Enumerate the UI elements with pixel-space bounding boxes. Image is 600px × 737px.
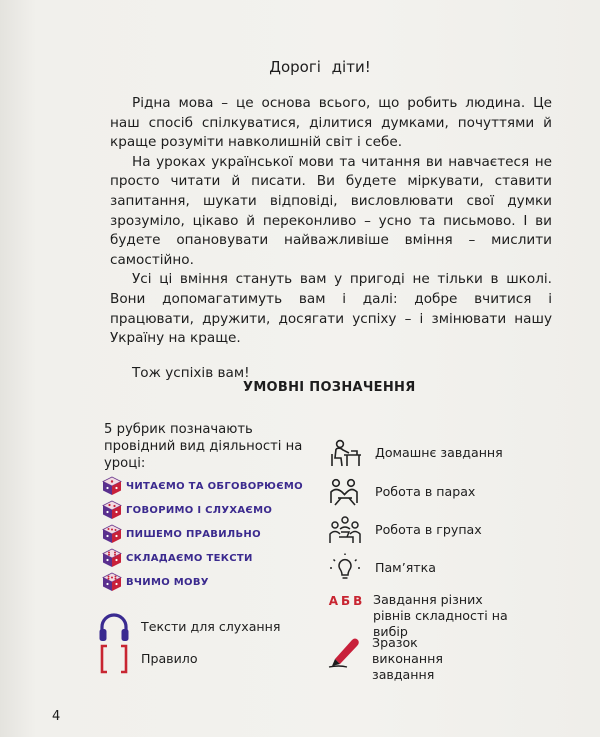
legend-title: УМОВНІ ПОЗНАЧЕННЯ bbox=[243, 380, 416, 395]
page-number: 4 bbox=[52, 709, 61, 724]
rubric-label: СКЛАДАЄМО ТЕКСТИ bbox=[126, 552, 253, 564]
rubric-label: ГОВОРИМО І СЛУХАЄМО bbox=[126, 504, 273, 516]
rubric-label: ВЧИМО МОВУ bbox=[126, 576, 209, 588]
legend-intro: 5 рубрик позначають провідний вид діяльності на уроці: bbox=[104, 422, 303, 471]
group-work-icon bbox=[326, 515, 364, 545]
rubric-composing bbox=[102, 548, 253, 568]
letter-closing: Тож успіхів вам! bbox=[132, 364, 250, 381]
headphones-icon bbox=[95, 612, 133, 642]
legend-item-memo bbox=[326, 553, 436, 583]
rubric-label: ПИШЕМО ПРАВИЛЬНО bbox=[126, 528, 261, 540]
lightbulb-icon bbox=[326, 553, 364, 583]
legend-item-label: Пам’ятка bbox=[375, 560, 436, 575]
rubric-reading bbox=[102, 476, 303, 496]
abv-icon bbox=[326, 592, 368, 610]
abv-icon-text: АБВ bbox=[328, 594, 366, 608]
dice-cube-icon bbox=[102, 524, 122, 544]
greeting-heading: Дорогі діти! bbox=[269, 58, 371, 76]
rubric-speaking bbox=[102, 500, 272, 520]
legend-item-homework bbox=[326, 438, 503, 468]
rubric-writing bbox=[102, 524, 261, 544]
dice-cube-icon bbox=[102, 500, 122, 520]
rubric-language bbox=[102, 572, 209, 592]
legend-item-levels bbox=[326, 592, 523, 640]
legend-item-label: Робота в парах bbox=[375, 484, 476, 499]
letter-body bbox=[110, 94, 552, 383]
brackets-icon bbox=[95, 644, 133, 674]
legend-item-label: Робота в групах bbox=[375, 522, 482, 537]
pen-icon bbox=[326, 635, 364, 669]
legend-item-sample bbox=[326, 635, 492, 683]
legend-item-rule bbox=[95, 644, 198, 674]
dice-cube-icon bbox=[102, 476, 122, 496]
legend-item-label: Домашнє завдання bbox=[375, 445, 503, 460]
legend-item-label: Завдання різних рівнів складності на вибір bbox=[373, 592, 508, 639]
legend-item-label: Тексти для слухання bbox=[141, 619, 281, 634]
pair-work-icon bbox=[326, 477, 364, 507]
letter-paragraph: Усі ці вміння стануть вам у пригоді не тільки в школі. Вони допомагатимуть вам і далі: добре вчитися і працювати, дружити, досягати успіху – і змінювати нашу Україну на краще. bbox=[110, 271, 552, 347]
legend-item-pair-work bbox=[326, 477, 475, 507]
dice-cube-icon bbox=[102, 548, 122, 568]
legend-item-label: Зразок виконання завдання bbox=[372, 635, 443, 682]
desk-student-icon bbox=[326, 438, 364, 468]
letter-paragraph: На уроках української мови та читання ви навчаєтеся не просто читати й писати. Ви будете міркувати, ставити запитання, шукати відповіді, висловлювати свої думки зрозуміло, цікаво й переконливо – усно та письмово. І ви будете опановувати найважливіше вміння – мислити самостійно. bbox=[110, 153, 552, 268]
dice-cube-icon bbox=[102, 572, 122, 592]
legend-item-listening bbox=[95, 612, 280, 642]
legend-item-group-work bbox=[326, 515, 482, 545]
rubric-label: ЧИТАЄМО ТА ОБГОВОРЮЄМО bbox=[126, 480, 303, 492]
legend-item-label: Правило bbox=[141, 651, 198, 666]
letter-paragraph: Рідна мова – це основа всього, що робить людина. Це наш спосіб спілкуватися, ділитися думками, почуттями й краще розуміти навколишній світ і себе. bbox=[110, 95, 552, 151]
